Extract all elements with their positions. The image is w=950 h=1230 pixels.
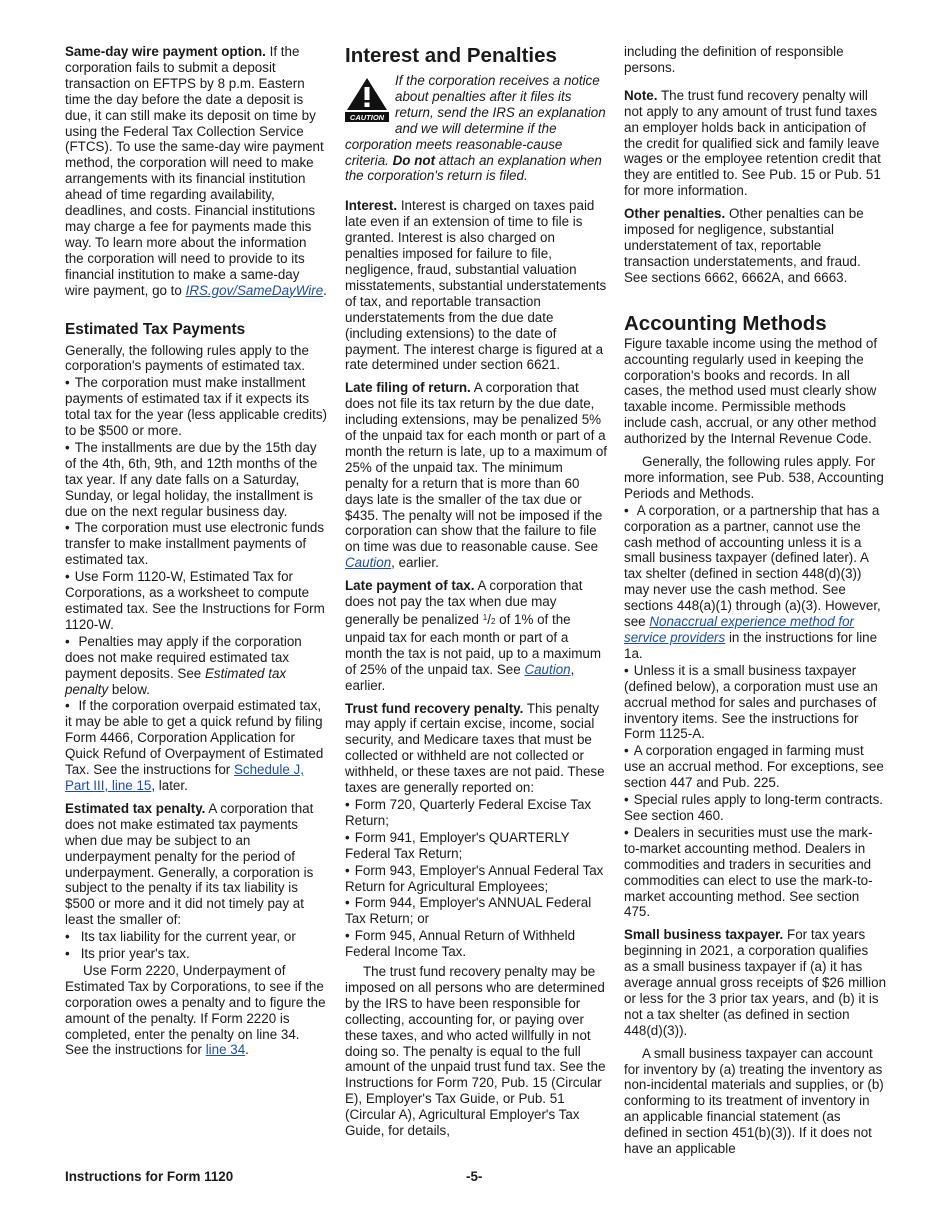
penalty-bullet-text: Penalties may apply if the corporation does not make required estimated tax payment deposits. See (65, 633, 302, 681)
form-bullet-720: • Form 720, Quarterly Federal Excise Tax Return; (345, 797, 607, 829)
caution-end: attach an explanation when the corporation's return is filed. (345, 152, 602, 184)
interest-penalties-heading: Interest and Penalties (345, 44, 557, 67)
small-business-lead: Small business taxpayer. (624, 927, 784, 943)
interest-lead: Interest. (345, 198, 398, 214)
caution-icon-label: CAUTION (349, 113, 385, 122)
estimated-bullet-2: • The installments are due by the 15th day of the 4th, 6th, 9th, and 12th months of the tax year. If any date falls on a Saturday, Sunday, or legal holiday, the installment is due on the next regular business day. (65, 440, 327, 520)
estimated-bullet-3: • The corporation must use electronic funds transfer to make installment payments of estimated tax. (65, 520, 327, 568)
other-penalties-paragraph (624, 206, 886, 286)
late-payment-lead: Late payment of tax. (345, 578, 475, 594)
line-34-link[interactable]: line 34 (205, 1042, 246, 1058)
wire-payment-text: If the corporation fails to submit a deposit transaction on EFTPS by 8 p.m. Eastern time the day before the date a deposit is due, it can still make its deposit on time by using the Federal Tax Collection Service (FTCS). To use the same-day wire payment method, the corporation will need to make arrangements with its financial institution ahead of time regarding availability, deadlines, and costs. Financial institutions may charge a fee for payments made this way. To learn more about the information the corporation will need to provide to its financial institution to make a same-day wire payment, go to (65, 44, 324, 298)
caution-link-2[interactable]: Caution (524, 661, 571, 677)
form-bullet-944: • Form 944, Employer's ANNUAL Federal Tax Return; or (345, 895, 607, 927)
generally-paragraph: Generally, the following rules apply. For more information, see Pub. 538, Accounting Periods and Methods. (624, 454, 884, 501)
other-penalties-text: Other penalties can be imposed for negligence, substantial understatement of tax, reportable transaction understatements, and fraud. See sections 6662, 6662A, and 6663. (624, 206, 864, 285)
wire-payment-lead: Same-day wire payment option. (65, 44, 266, 59)
trust-fund-paragraph (345, 701, 607, 796)
accounting-methods-heading: Accounting Methods (624, 311, 827, 335)
overpaid-bullet-text: If the corporation overpaid estimated tax, it may be able to get a quick refund by filing Form 4466, Corporation Application for Quick Refund of Overpayment of Estimated Tax. See the instructions for (65, 698, 324, 778)
nonaccrual-link[interactable]: Nonaccrual experience method for service providers (624, 614, 855, 645)
continued-text: including the definition of responsible persons. (624, 44, 844, 75)
smaller-bullet-2: • Its prior year's tax. (65, 946, 327, 962)
trust-fund-text: This penalty may apply if certain excise, income, social security, and Medicare taxes that must be collected or withheld are not collected or withheld, or these taxes are not paid. These taxes are generally reported on: (345, 700, 605, 796)
fraction-denominator: 2 (490, 617, 496, 626)
caution-bold: Do not (392, 152, 436, 168)
accounting-bullet-1-text: A corporation, or a partnership that has a corporation as a partner, cannot use the cash method of accounting unless it is a small business taxpayer (defined later). A tax shelter (defined in section 448(d)(3)) may never use the cash method. See sections 448(a)(1) through (a)(3). However, see (624, 502, 881, 630)
late-filing-text: A corporation that does not file its tax return by the due date, including extensions, may be penalized 5% of the unpaid tax for each month or part of a month the return is late, up to a maximum of 25% of the unpaid tax. The minimum penalty for a return that is more than 60 days late is the smaller of the tax due or $435. The penalty will not be imposed if the corporation can show that the failure to file on time was due to reasonable cause. See (345, 380, 607, 555)
form-bullet-943: • Form 943, Employer's Annual Federal Tax Return for Agricultural Employees; (345, 863, 607, 895)
caution-link-1[interactable]: Caution (345, 555, 392, 571)
small-business-paragraph (624, 927, 886, 1038)
late-filing-lead: Late filing of return. (345, 380, 471, 396)
estimated-bullet-4: • Use Form 1120-W, Estimated Tax for Corporations, as a worksheet to compute estimated tax. See the Instructions for Form 1120-W. (65, 569, 327, 633)
caution-icon (345, 76, 389, 122)
note-text: The trust fund recovery penalty will not apply to any amount of trust fund taxes an employer holds back in anticipation of the credit for qualified sick and family leave wages or the employee retention credit that they are entitled to. See Pub. 15 or Pub. 51 for more information. (624, 87, 881, 199)
estimated-tax-heading: Estimated Tax Payments (65, 320, 246, 338)
estimated-penalty-text: A corporation that does not make estimated tax payments when due may be subject to an underpayment penalty for the period of underpayment. Generally, a corporation is subject to the penalty if its tax liability is $500 or more and it did not timely pay at least the smaller of: (65, 800, 314, 928)
wire-payment-paragraph (65, 44, 327, 299)
form-2220-end: . (245, 1042, 249, 1058)
accounting-bullet-5: • Dealers in securities must use the mark-to-market accounting method. Dealers in commodities and traders in securities and commodities can elect to use the mark-to-market accounting method. See section 475. (624, 825, 886, 920)
late-filing-paragraph (345, 380, 607, 571)
penalty-bullet-end: below. (111, 681, 150, 697)
late-payment-text1: A corporation that does not pay the tax when due may generally be penalized (345, 578, 583, 627)
accounting-bullet-3: • A corporation engaged in farming must use an accrual method. For exceptions, see section 447 and Pub. 225. (624, 743, 886, 791)
schedule-j-link[interactable]: Schedule J, Part III, line 15 (65, 762, 304, 793)
estimated-tax-intro: Generally, the following rules apply to the corporation's payments of estimated tax. (65, 342, 309, 374)
footer-page-number: -5- (466, 1169, 483, 1184)
footer-form-title: Instructions for Form 1120 (65, 1169, 234, 1184)
caution-box (345, 73, 607, 184)
late-payment-paragraph: Late payment of tax. A corporation that does not pay the tax when due may generally be penalized $^1$/2 of 1% of the unpaid tax for each month or part of a month the tax is not paid, up to a maximum of 25% of the unpaid tax. See Caution, earlier. (345, 578, 602, 693)
form-2220-text: Use Form 2220, Underpayment of Estimated Tax by Corporations, to see if the corporation owes a penalty and to figure the amount of the penalty. If Form 2220 is completed, enter the penalty on line 34. See the instructions for (65, 962, 326, 1058)
estimated-bullet-6 (65, 698, 327, 793)
late-filing-end: , earlier. (391, 555, 439, 571)
small-business-text: For tax years beginning in 2021, a corporation qualifies as a small business taxpayer if (a) it has average annual gross receipts of $26 million or less for the 3 prior tax years, and (b) it is not a tax shelter (as defined in section 448(d)(3)). (624, 927, 887, 1038)
penalty-bullet-ref: Estimated tax penalty (65, 665, 287, 697)
note-lead: Note. (624, 87, 658, 103)
caution-text: If the corporation receives a notice about penalties after it files its return, send the IRS an explanation and we will determine if the corporation meets reasonable-cause criteria. (345, 73, 606, 168)
accounting-intro: Figure taxable income using the method of accounting regularly used in keeping the corporation's books and records. In all cases, the method used must clearly show taxable income. Permissible methods include cash, accrual, or any other method authorized by the Internal Revenue Code. (624, 335, 878, 447)
column-1 (65, 44, 327, 1065)
inventory-paragraph: A small business taxpayer can account for inventory by (a) treating the inventory as non-incidental materials and supplies, or (b) conforming to its treatment of inventory in an applicable financial statement (as defined in section 451(b)(3)). If it does not have an applicable (624, 1045, 884, 1157)
late-payment-end: , earlier. (345, 661, 575, 693)
same-day-wire-link[interactable]: IRS.gov/SameDayWire (185, 282, 324, 298)
form-bullet-945: • Form 945, Annual Return of Withheld Federal Income Tax. (345, 928, 607, 960)
form-2220-paragraph (65, 963, 327, 1058)
accounting-bullet-1-end: in the instructions for line 1a. (624, 630, 878, 661)
interest-text: Interest is charged on taxes paid late even if an extension of time to file is granted. Interest is also charged on penalties imposed for failure to file, negligence, fraud, substantial valuation misstatements, substantial understatements of tax, and reportable transaction understatements from the due date (including extensions) to the date of payment. The interest charge is figured at a rate determined under section 6621. (345, 198, 607, 373)
interest-paragraph (345, 198, 607, 373)
estimated-penalty-paragraph (65, 801, 327, 928)
form-bullet-941: • Form 941, Employer's QUARTERLY Federal Tax Return; (345, 830, 607, 862)
estimated-bullet-5 (65, 634, 327, 698)
fraction-numerator: 1 (482, 613, 488, 622)
note-paragraph (624, 88, 886, 199)
accounting-bullet-1 (624, 503, 886, 662)
overpaid-bullet-end: , later. (151, 777, 188, 793)
accounting-bullet-4: • Special rules apply to long-term contracts. See section 460. (624, 792, 886, 824)
wire-end: . (323, 282, 327, 298)
column-3 (624, 44, 886, 1164)
smaller-bullet-1: • Its tax liability for the current year, or (65, 929, 327, 945)
accounting-bullet-2: • Unless it is a small business taxpayer (defined below), a corporation must use an accrual method for sales and purchases of inventory items. See the instructions for Form 1125-A. (624, 663, 886, 743)
column-2 (345, 44, 607, 1146)
estimated-penalty-lead: Estimated tax penalty. (65, 800, 206, 816)
late-payment-text2: of 1% of the unpaid tax for each month or part of a month the tax is not paid, up to a maximum of 25% of the unpaid tax. See (345, 612, 602, 677)
estimated-bullet-1: • The corporation must make installment payments of estimated tax if it expects its total tax for the year (less applicable credits) to be $500 or more. (65, 375, 327, 439)
trust-fund-after: The trust fund recovery penalty may be imposed on all persons who are determined by the IRS to have been responsible for collecting, accounting for, or paying over these taxes, and who acted willfully in not doing so. The penalty is equal to the full amount of the unpaid trust fund tax. See the Instructions for Form 720, Pub. 15 (Circular E), Employer's Tax Guide, or Pub. 51 (Circular A), Agricultural Employer's Tax Guide, for details, (345, 964, 606, 1139)
other-penalties-lead: Other penalties. (624, 206, 726, 222)
trust-fund-lead: Trust fund recovery penalty. (345, 700, 524, 716)
